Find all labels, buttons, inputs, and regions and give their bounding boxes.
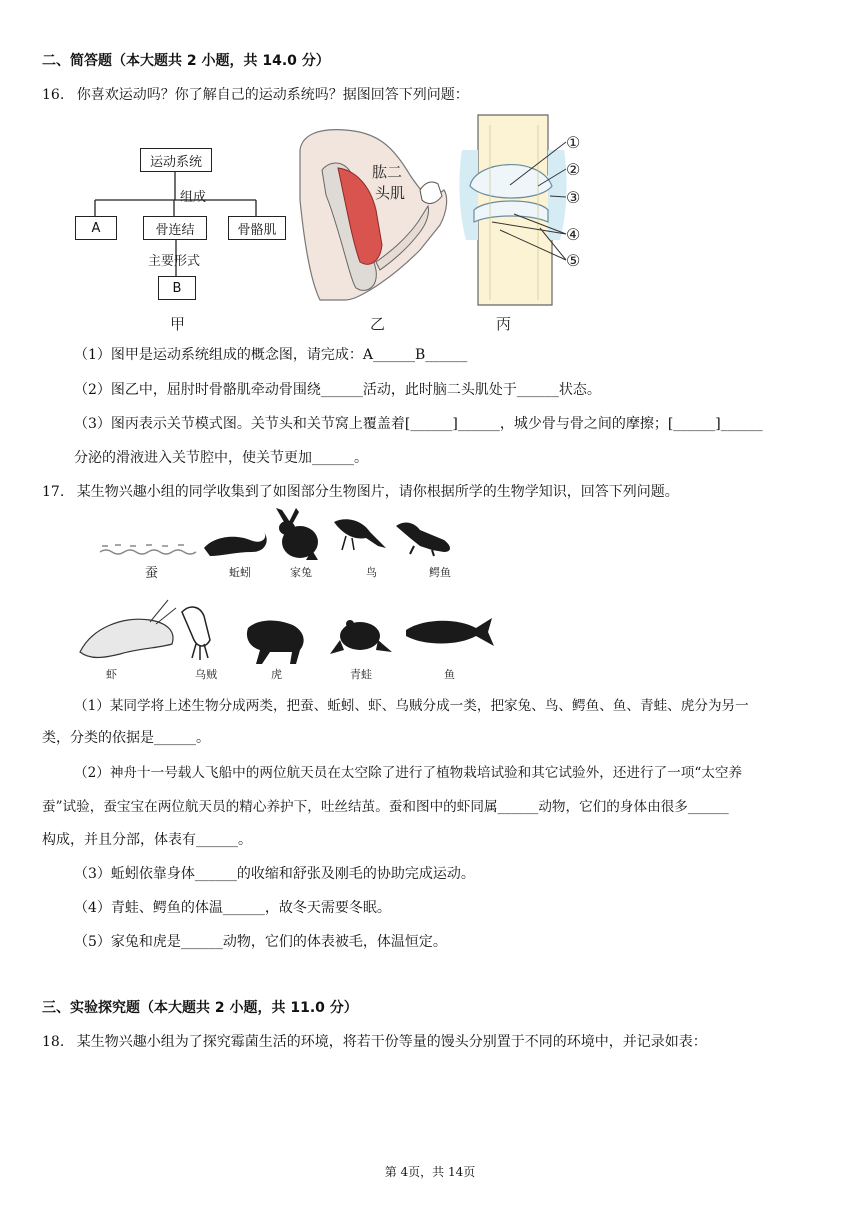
section-heading: 三、实验探究题（本大题共 2 小题，共 11.0 分） [42,1000,358,1016]
concept-compose-label: 组成 [180,190,207,205]
concept-main-form-label: 主要形式 [148,254,201,269]
biceps-label-line2: 头肌 [375,184,406,202]
tiger-icon [247,621,304,664]
animal-label-earthworm: 蚯蚓 [229,566,251,579]
question-stem: 某生物兴趣小组的同学收集到了如图部分生物图片，请你根据所学的生物学知识，回答下列问题。 [76,484,679,500]
concept-a: A [75,216,117,240]
figure-caption-jia: 甲 [170,315,186,333]
question-number: 17. [42,484,65,500]
animal-label-rabbit: 家兔 [290,566,312,579]
squid-icon [182,607,210,660]
animal-label-bird: 鸟 [366,566,377,579]
joint-marker-4: ④ [566,225,581,244]
animal-label-frog: 青蛙 [350,668,372,681]
joint-marker-3: ③ [566,188,581,207]
biceps-label-line1: 肱二 [372,163,403,181]
q17-sub4: （4）青蛙、鳄鱼的体温______，故冬天需要冬眠。 [74,900,391,916]
fish-icon [406,618,494,646]
q16-sub3-line2: 分泌的滑液进入关节腔中，使关节更加______。 [74,450,368,466]
question-number: 18. [42,1034,65,1050]
figure-caption-yi: 乙 [370,315,386,333]
concept-b: B [158,276,196,300]
q17-sub3: （3）蚯蚓依靠身体______的收缩和舒张及刚毛的协助完成运动。 [74,866,475,882]
section-heading: 二、简答题（本大题共 2 小题，共 14.0 分） [42,53,330,69]
animal-label-shrimp: 虾 [106,668,117,681]
animal-label-fish: 鱼 [444,668,455,681]
frog-icon [330,620,392,654]
q17-sub2-line1: （2）神舟十一号载人飞船中的两位航天员在太空除了进行了植物栽培试验和其它试验外，还进行了一项“太空养 [74,765,743,781]
joint-marker-1: ① [566,133,581,152]
animal-label-tiger: 虎 [271,668,282,681]
animal-label-squid: 乌贼 [195,668,217,681]
q16-sub3-line1: （3）图丙表示关节模式图。关节头和关节窝上覆盖着[______]______，城少骨与骨之间的摩擦；[______]______ [74,416,763,432]
crocodile-icon [396,523,450,556]
joint-marker-2: ② [566,160,581,179]
rabbit-icon [276,508,318,560]
shrimp-icon [80,600,176,658]
concept-root: 运动系统 [140,148,212,172]
q16-sub1: （1）图甲是运动系统组成的概念图，请完成：A______B______ [74,347,468,363]
joint-marker-5: ⑤ [566,251,581,270]
question-stem: 某生物兴趣小组为了探究霉菌生活的环境，将若干份等量的馒头分别置于不同的环境中，并记录如表： [76,1034,707,1050]
question-18 [42,1031,707,1051]
silkworm-icon [100,545,196,554]
bird-icon [334,519,386,550]
q17-sub5: （5）家兔和虎是______动物，它们的体表被毛，体温恒定。 [74,934,447,950]
animal-label-crocodile: 鳄鱼 [429,566,451,579]
page-footer: 第 4页，共 14页 [384,1165,476,1179]
question-stem: 你喜欢运动吗？你了解自己的运动系统吗？据图回答下列问题： [76,87,469,103]
q16-sub2: （2）图乙中，屈肘时骨骼肌牵动骨围绕______活动，此时脑二头肌处于______状态。 [74,382,601,398]
q17-sub1-line2: 类，分类的依据是______。 [42,730,210,746]
figure-caption-bing: 丙 [496,315,512,333]
q17-sub2-line2: 蚕”试验，蚕宝宝在两位航天员的精心养护下，吐丝结茧。蚕和图中的虾同属______动物，它们的身体由很多______ [42,799,729,815]
earthworm-icon [204,532,267,556]
question-number: 16. [42,87,65,103]
concept-joint: 骨连结 [143,216,207,240]
q17-sub1-line1: （1）某同学将上述生物分成两类，把蚕、蚯蚓、虾、乌贼分成一类，把家兔、鸟、鳄鱼、鱼、青蛙、虎分为另一 [74,698,749,714]
q17-sub2-line3: 构成，并且分部，体表有______。 [42,832,252,848]
animal-label-silkworm: 蚕 [145,566,159,581]
concept-muscle: 骨骼肌 [228,216,286,240]
